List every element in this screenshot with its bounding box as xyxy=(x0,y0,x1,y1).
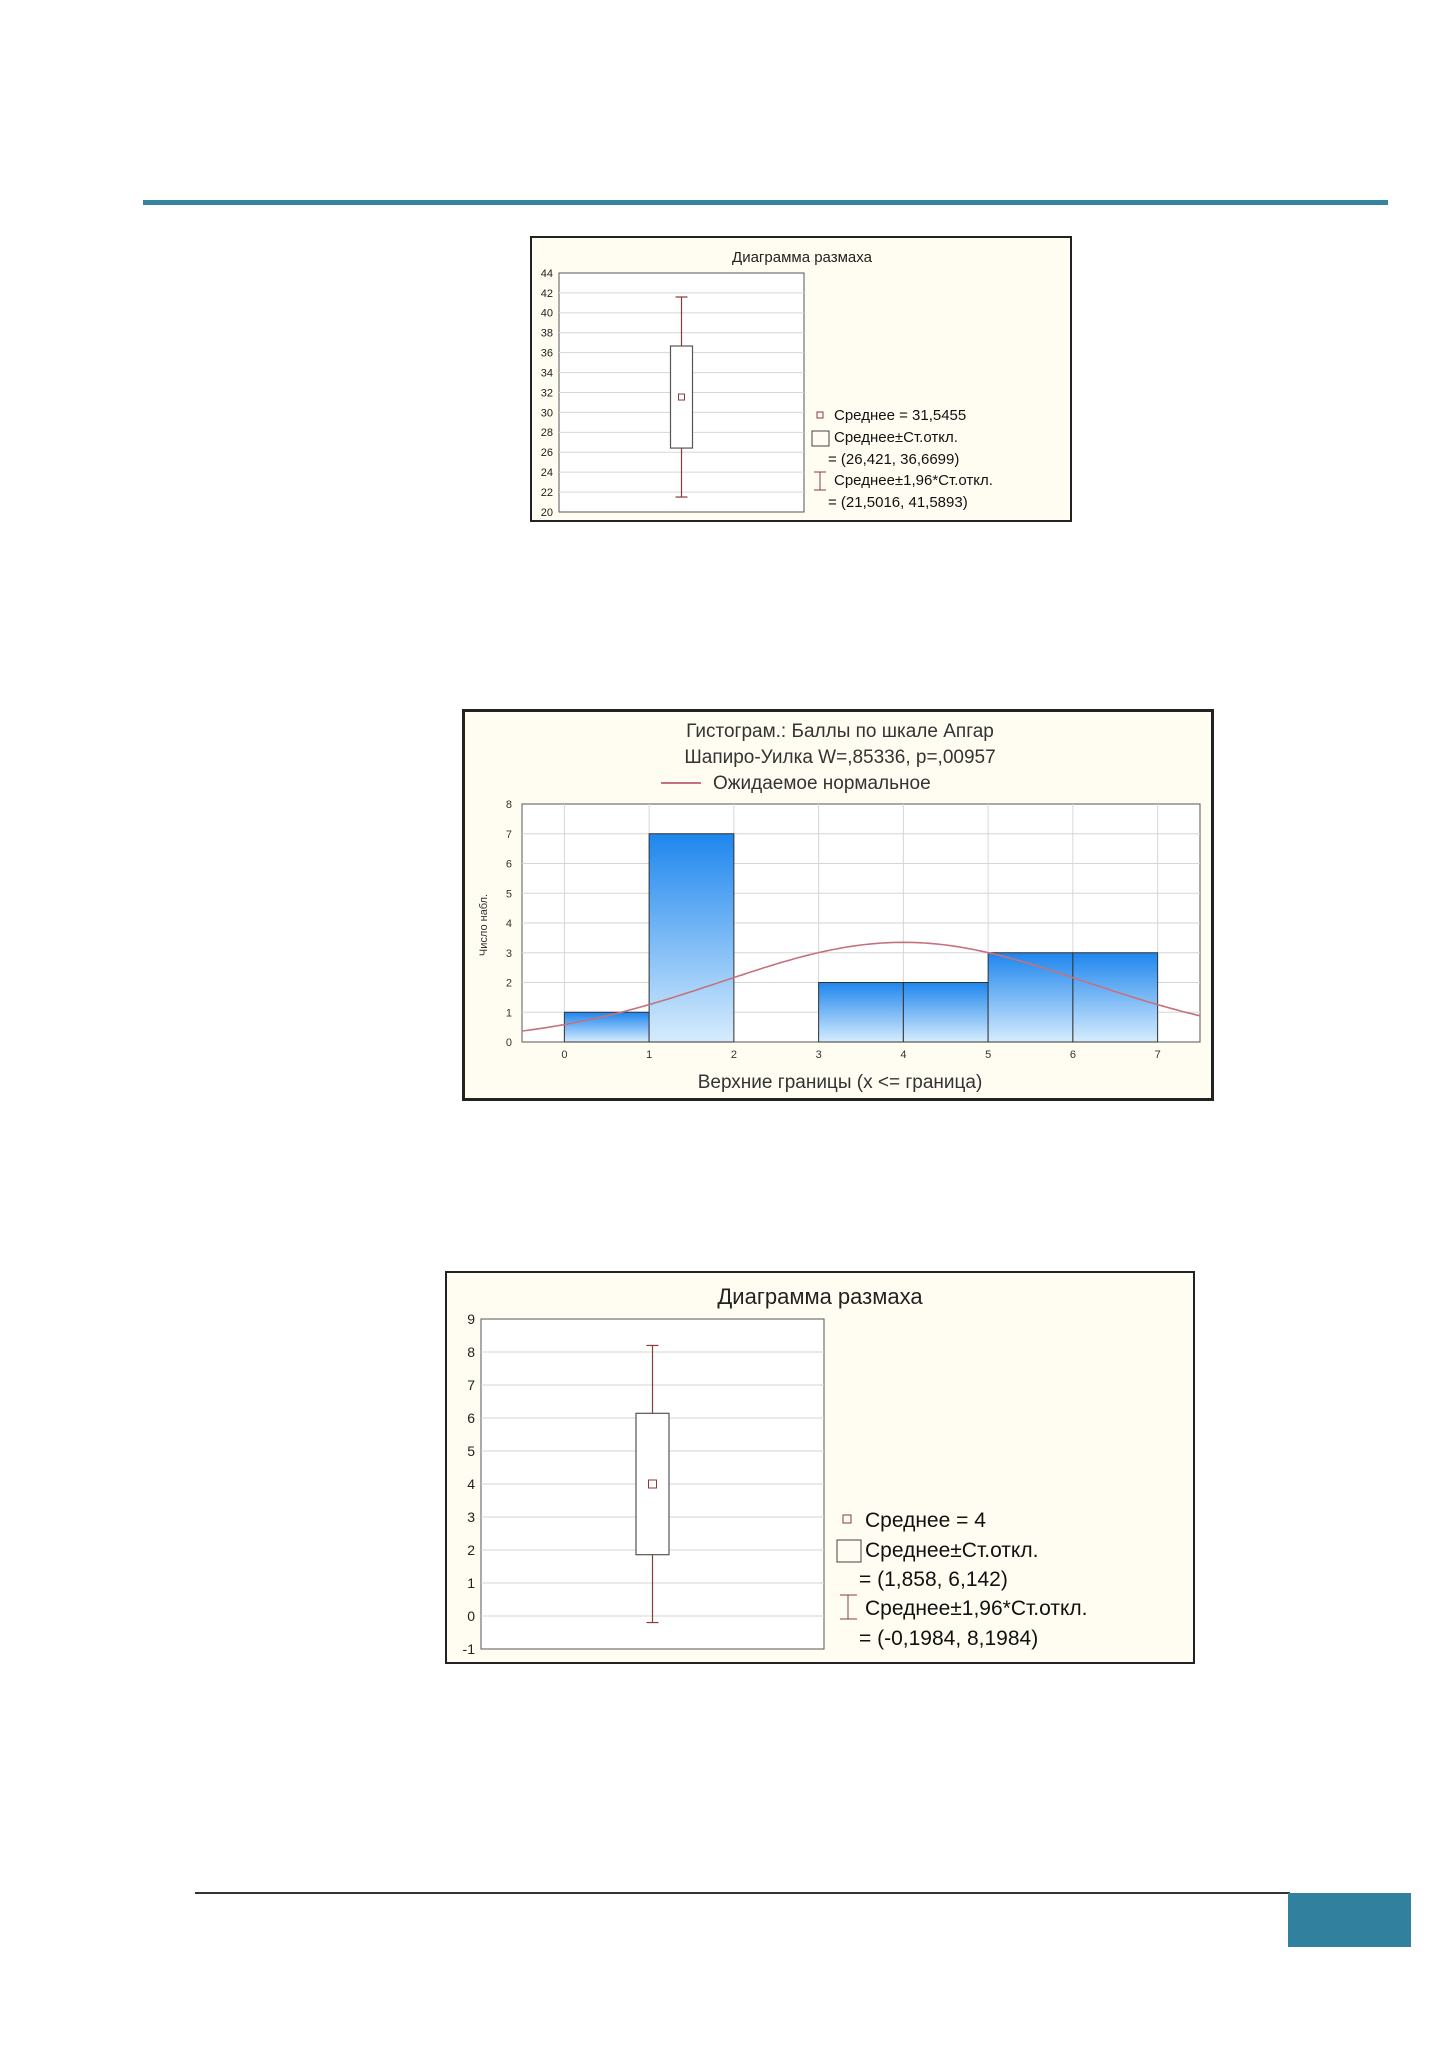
y-tick-label: 2 xyxy=(505,977,512,990)
histogram-panel xyxy=(462,709,1214,1101)
page-number-tab xyxy=(1288,1893,1411,1947)
box-plot-panel-bottom xyxy=(445,1271,1195,1664)
legend-mean: Среднее = 31,5455 xyxy=(834,407,967,424)
y-tick-label: 32 xyxy=(540,387,553,400)
legend-box: Среднее±Ст.откл. xyxy=(834,429,958,446)
y-tick-label: 5 xyxy=(505,888,512,901)
legend-mean: Среднее = 4 xyxy=(865,1509,986,1532)
y-tick-label: 3 xyxy=(505,947,512,960)
box-plot-top xyxy=(532,238,1070,520)
box-plot-bottom xyxy=(447,1273,1193,1662)
box-marker-icon xyxy=(837,1540,861,1562)
x-tick-label: 4 xyxy=(900,1049,907,1061)
histogram-subtitle: Шапиро-Уилка W=,85336, p=,00957 xyxy=(684,747,996,768)
histogram xyxy=(465,712,1211,1098)
y-tick-label: 44 xyxy=(540,267,553,280)
legend-box-values: = (1,858, 6,142) xyxy=(859,1568,1008,1591)
mean-marker-icon xyxy=(843,1515,851,1523)
legend-box-values: = (26,421, 36,6699) xyxy=(828,451,960,468)
y-tick-label: 4 xyxy=(467,1475,475,1492)
box-std-range xyxy=(671,346,693,448)
whisker-marker-icon xyxy=(814,472,826,490)
y-tick-label: 20 xyxy=(540,506,553,519)
y-tick-label: 6 xyxy=(467,1409,475,1426)
y-tick-label: 7 xyxy=(505,828,512,841)
histogram-bar xyxy=(903,983,988,1043)
y-tick-label: 7 xyxy=(467,1376,475,1393)
box-marker-icon xyxy=(812,431,829,446)
x-tick-label: 3 xyxy=(815,1049,822,1061)
y-tick-label: 24 xyxy=(540,467,553,480)
histogram-bar xyxy=(819,983,904,1043)
y-tick-label: 5 xyxy=(467,1442,475,1459)
y-tick-label: 40 xyxy=(540,307,553,320)
x-tick-label: 2 xyxy=(730,1049,737,1061)
y-tick-label: 9 xyxy=(467,1310,475,1327)
y-tick-label: 8 xyxy=(467,1343,475,1360)
y-tick-label: 3 xyxy=(467,1508,475,1525)
mean-marker-icon xyxy=(817,412,823,418)
y-tick-label: 4 xyxy=(505,918,512,930)
x-tick-label: 1 xyxy=(646,1049,653,1061)
y-tick-label: 34 xyxy=(540,367,553,380)
box-std-range xyxy=(636,1413,669,1554)
legend-whisker: Среднее±1,96*Ст.откл. xyxy=(865,1597,1088,1620)
histogram-bar xyxy=(564,1012,649,1042)
y-tick-label: 26 xyxy=(540,447,553,460)
y-tick-label: 28 xyxy=(540,427,553,440)
box-plot-panel-top xyxy=(530,236,1072,522)
y-tick-label: 0 xyxy=(467,1607,475,1624)
y-tick-label: 0 xyxy=(505,1037,512,1049)
legend-whisker: Среднее±1,96*Ст.откл. xyxy=(834,472,993,489)
y-tick-label: -1 xyxy=(462,1640,475,1657)
x-tick-label: 5 xyxy=(985,1049,992,1061)
y-axis-label: Число набл. xyxy=(478,893,490,957)
chart-title: Диаграмма размаха xyxy=(717,1284,923,1309)
histogram-bar xyxy=(649,834,734,1042)
chart-title: Диаграмма размаха xyxy=(732,249,872,266)
histogram-title: Гистограм.: Баллы по шкале Апгар xyxy=(686,721,994,742)
y-tick-label: 30 xyxy=(540,407,553,420)
y-tick-label: 1 xyxy=(505,1007,512,1020)
footer-rule xyxy=(195,1892,1290,1894)
whisker-marker-icon xyxy=(840,1595,857,1619)
y-tick-label: 8 xyxy=(505,799,512,811)
y-tick-label: 6 xyxy=(505,858,512,871)
header-rule xyxy=(143,200,1388,205)
y-tick-label: 42 xyxy=(540,287,553,300)
y-tick-label: 38 xyxy=(540,327,553,340)
histogram-legend-entry: Ожидаемое нормальное xyxy=(713,773,931,794)
y-tick-label: 22 xyxy=(540,486,553,499)
y-tick-label: 36 xyxy=(540,347,553,360)
x-tick-label: 0 xyxy=(561,1049,568,1061)
y-tick-label: 1 xyxy=(467,1574,475,1591)
legend-whisker-values: = (-0,1984, 8,1984) xyxy=(859,1627,1039,1650)
histogram-bar xyxy=(1073,953,1158,1042)
x-tick-label: 6 xyxy=(1069,1049,1076,1061)
x-tick-label: 7 xyxy=(1154,1049,1161,1061)
histogram-bar xyxy=(988,953,1073,1042)
legend-whisker-values: = (21,5016, 41,5893) xyxy=(828,494,968,511)
y-tick-label: 2 xyxy=(467,1541,475,1558)
x-axis-label: Верхние границы (x <= граница) xyxy=(697,1072,983,1093)
legend-box: Среднее±Ст.откл. xyxy=(865,1539,1039,1562)
